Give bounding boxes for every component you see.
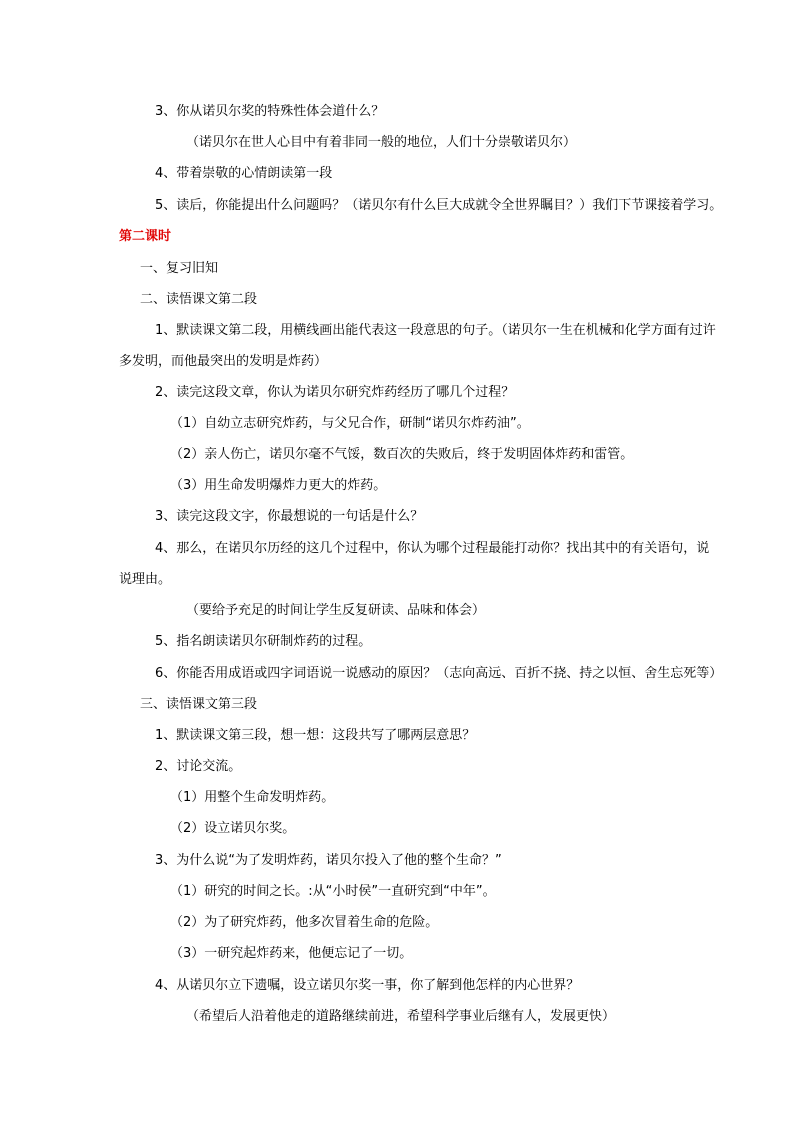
item-1-continued: 多发明，而他最突出的发明是炸药） [119,354,328,369]
item-2-sub-3: （3）用生命发明爆炸力更大的炸药。 [170,478,387,493]
part-3-item-2-sub-1: （1）用整个生命发明炸药。 [170,790,335,805]
part-3-item-3-sub-1: （1）研究的时间之长。:从“小时侯”一直研究到“中年”。 [170,884,496,899]
part-3-item-3-sub-3: （3）一研究起炸药来，他便忘记了一切。 [170,946,413,961]
item-2-sub-2: （2）亲人伤亡，诺贝尔毫不气馁，数百次的失败后，终于发明固体炸药和雷管。 [170,447,634,462]
part-3-item-2: 2、讨论交流。 [155,759,242,774]
part-3-item-3-sub-2: （2）为了研究炸药，他多次冒着生命的危险。 [170,915,439,930]
part-3-heading: 三、读悟课文第三段 [140,697,258,712]
question-3: 3、你从诺贝尔奖的特殊性体会道什么？ [155,104,385,119]
part-1-heading: 一、复习旧知 [140,261,219,276]
item-6: 6、你能否用成语或四字词语说一说感动的原因？（志向高远、百折不挠、持之以恒、舍生忘死等） [155,666,723,681]
item-5: 5、指名朗读诺贝尔研制炸药的过程。 [155,634,372,649]
part-2-heading: 二、读悟课文第二段 [140,292,258,307]
section-heading-lesson-2: 第二课时 [119,229,172,244]
item-2-sub-1: （1）自幼立志研究炸药，与父兄合作，研制“诺贝尔炸药油”。 [170,416,530,431]
item-4-note: （要给予充足的时间让学生反复研读、品味和体会） [186,603,486,618]
part-3-item-2-sub-2: （2）设立诺贝尔奖。 [170,821,296,836]
item-2: 2、读完这段文章，你认为诺贝尔研究炸药经历了哪几个过程？ [155,385,515,400]
item-4-continued: 说理由。 [119,572,172,587]
item-1: 1、默读课文第二段，用横线画出能代表这一段意思的句子。（诺贝尔一生在机械和化学方面有过许 [155,323,716,338]
step-5: 5、读后，你能提出什么问题吗？（诺贝尔有什么巨大成就令全世界瞩目？）我们下节课接着学习。 [155,198,723,213]
part-3-item-4-answer: （希望后人沿着他走的道路继续前进，希望科学事业后继有人，发展更快） [186,1009,616,1024]
item-4: 4、那么，在诺贝尔历经的这几个过程中，你认为哪个过程最能打动你？找出其中的有关语句，说 [155,541,710,556]
step-4: 4、带着崇敬的心情朗读第一段 [155,166,333,181]
part-3-item-4: 4、从诺贝尔立下遗嘱，设立诺贝尔奖一事，你了解到他怎样的内心世界？ [155,978,580,993]
part-3-item-1: 1、默读课文第三段，想一想：这段共写了哪两层意思？ [155,728,476,743]
answer-3: （诺贝尔在世人心目中有着非同一般的地位，人们十分崇敬诺贝尔） [186,135,577,150]
part-3-item-3: 3、为什么说“为了发明炸药，诺贝尔投入了他的整个生命？” [155,853,502,868]
item-3: 3、读完这段文字，你最想说的一句话是什么？ [155,509,424,524]
